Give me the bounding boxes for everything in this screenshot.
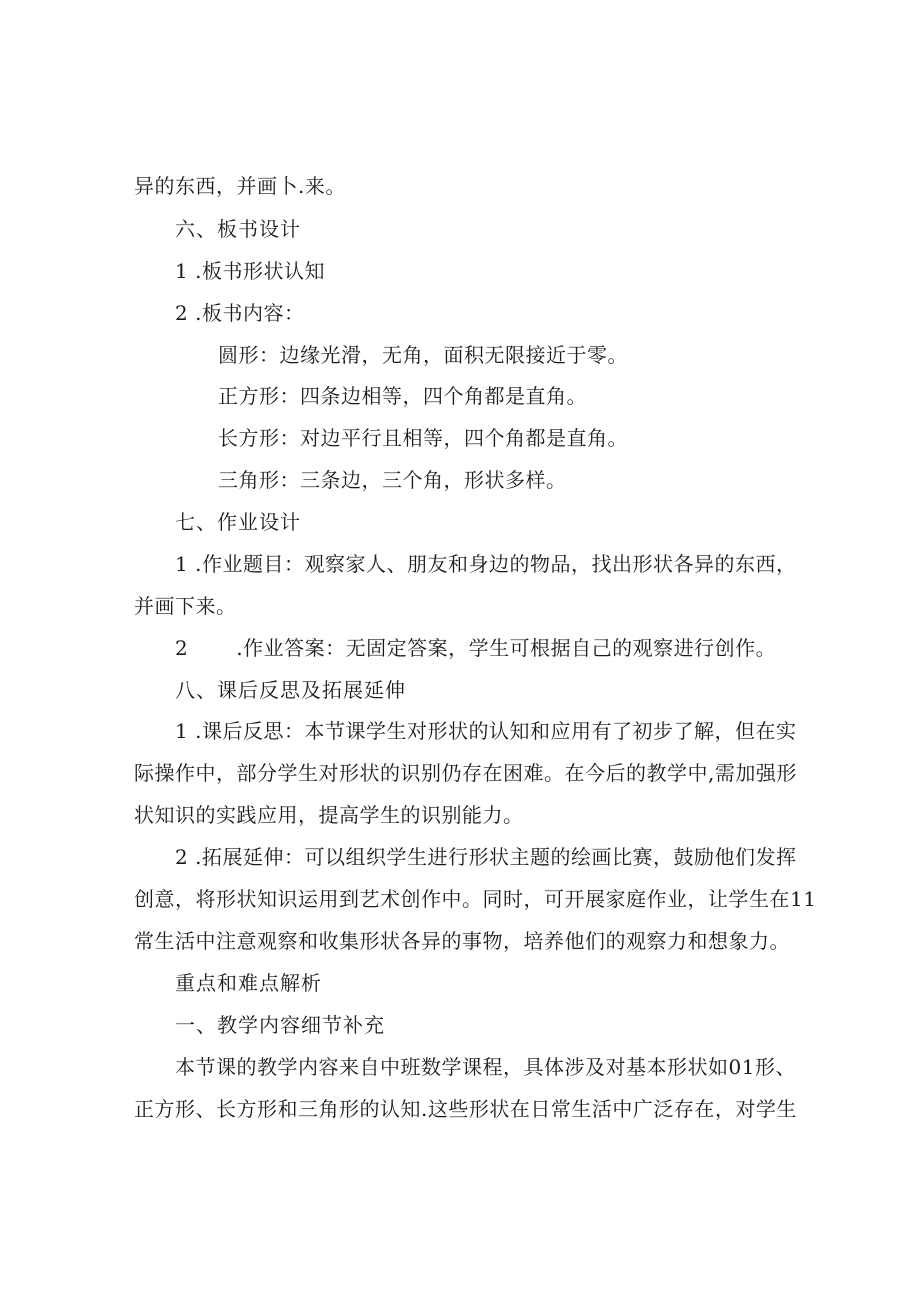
section8-heading: 八、课后反思及拓展延伸: [175, 678, 406, 702]
section6-heading: 六、板书设计: [175, 217, 301, 241]
section8-item2-line3: 常生活中注意观察和收集形状各异的事物，培养他们的观察力和想象力。: [134, 929, 790, 953]
analysis-para-line1: 本节课的教学内容来自中班数学课程，具体涉及对基本形状如01形、: [175, 1055, 796, 1079]
section8-item2-line2: 创意，将形状知识运用到艺术创作中。同时，可开展家庭作业，让学生在11: [134, 887, 817, 911]
shape-square-line: 正方形：四条边相等，四个角都是直角。: [218, 384, 587, 408]
shape-circle-line: 圆形：边缘光滑，无角，面积无限接近于零。: [218, 343, 628, 367]
shape-rectangle-line: 长方形：对边平行且相等，四个角都是直角。: [218, 426, 628, 450]
continuation-line: 异的东西，并画卜.来。: [134, 174, 346, 198]
section8-item1-line2: 际操作中，部分学生对形状的识别仍存在困难。在今后的教学中,需加强形: [134, 761, 797, 785]
section7-item1-line1: 1 .作业题目：观察家人、朋友和身边的物品，找出形状各异的东西，: [175, 552, 797, 576]
section8-item1-line1: 1 .课后反思：本节课学生对形状的认知和应用有了初步了解，但在实: [175, 719, 797, 743]
section8-item2-line1: 2 .拓展延伸：可以组织学生进行形状主题的绘画比赛，鼓励他们发挥: [175, 845, 797, 869]
section8-item1-line3: 状知识的实践应用，提高学生的识别能力。: [134, 803, 524, 827]
section6-item1: 1 .板书形状认知: [175, 259, 325, 283]
section7-heading: 七、作业设计: [175, 510, 301, 534]
analysis-heading: 重点和难点解析: [175, 971, 322, 995]
shape-triangle-line: 三角形：三条边，三个角，形状多样。: [218, 468, 567, 492]
section7-item1-line2: 并画下来。: [134, 594, 237, 618]
analysis-subheading: 一、教学内容细节补充: [175, 1013, 385, 1037]
section7-item2: 2 .作业答案：无固定答案，学生可根据自己的观察进行创作。: [175, 636, 777, 660]
section6-item2: 2 .板书内容：: [175, 301, 305, 325]
analysis-para-line2: 正方形、长方形和三角形的认知.这些形状在日常生活中广泛存在，对学生: [134, 1097, 797, 1121]
